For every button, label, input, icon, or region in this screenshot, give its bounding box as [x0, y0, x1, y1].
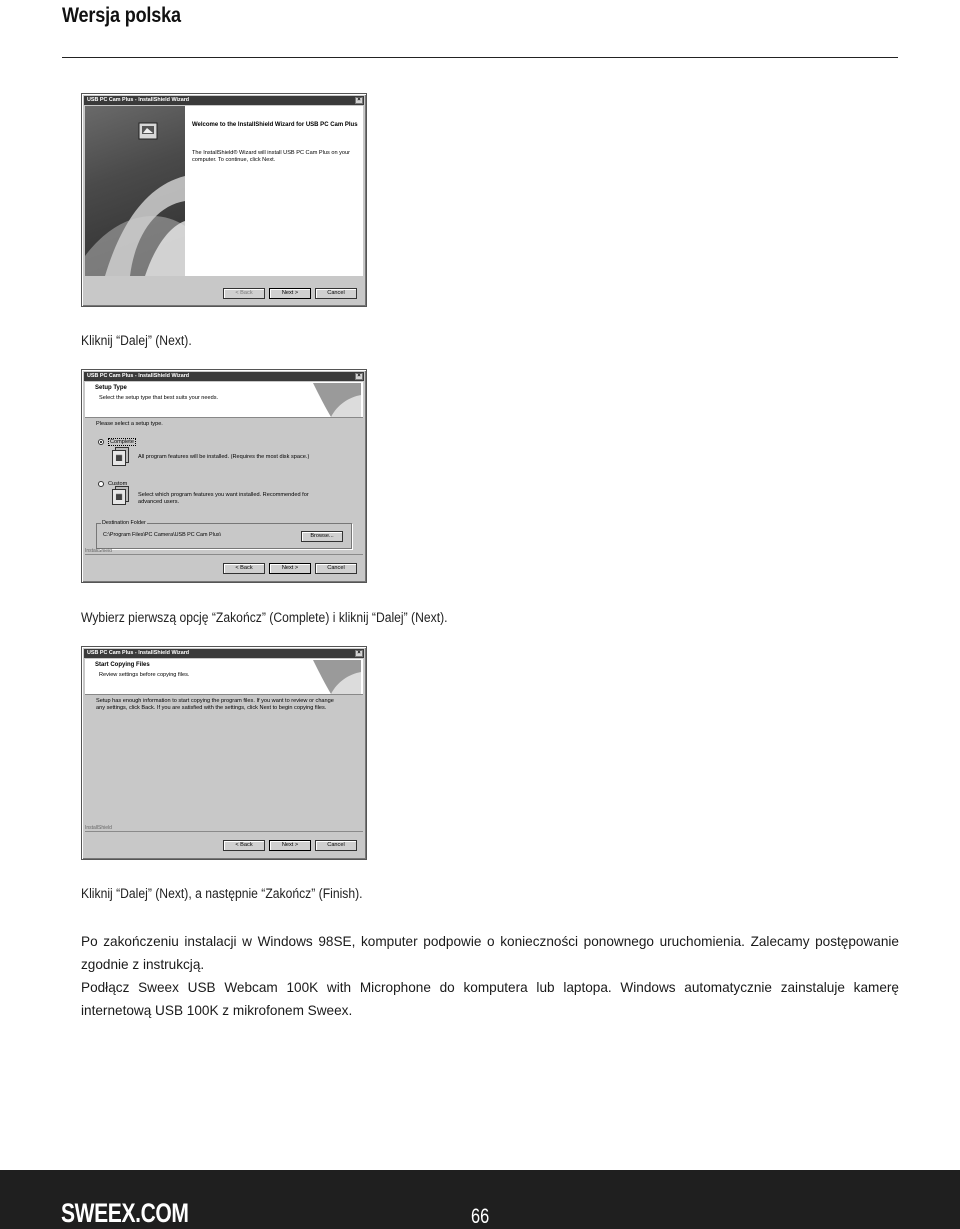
setup-prompt: Please select a setup type.: [96, 421, 163, 427]
cancel-button: Cancel: [315, 840, 357, 851]
destination-legend: Destination Folder: [102, 520, 146, 526]
custom-radio: [98, 481, 104, 487]
setup-type-dialog-screenshot: [81, 369, 367, 583]
destination-path: C:\Program Files\PC Camera\USB PC Cam Plus\: [103, 532, 222, 538]
welcome-dialog-screenshot: [81, 93, 367, 307]
instructions-paragraph: [81, 930, 899, 1022]
wizard-content-panel: [185, 106, 363, 276]
complete-description: All program features will be installed. (Requires the most disk space.): [138, 454, 310, 460]
cancel-button: Cancel: [315, 288, 357, 299]
custom-label: Custom: [108, 481, 128, 487]
header-divider: [62, 57, 898, 58]
dialog-header-band: [85, 382, 363, 418]
wizard-body-text: The InstallShield® Wizard will install USB PC Cam Plus on your computer. To continue, click Next.: [192, 150, 351, 163]
band-title: Setup Type: [95, 385, 127, 391]
footer-divider: [85, 554, 363, 555]
wizard-heading: Welcome to the InstallShield Wizard for USB PC Cam Plus: [192, 122, 358, 128]
caption-step-1: Kliknij “Dalej” (Next).: [81, 333, 192, 348]
start-copying-dialog-screenshot: [81, 646, 367, 860]
close-icon: ×: [355, 97, 363, 104]
footer-divider: [85, 831, 363, 832]
wizard-swoosh-graphic: [85, 106, 185, 276]
back-button: < Back: [223, 840, 265, 851]
dialog-header-band: [85, 659, 363, 695]
installshield-brand: InstallShield: [85, 825, 112, 831]
complete-label: Complete: [110, 439, 134, 445]
next-button: Next >: [269, 563, 311, 574]
caption-step-2: Wybierz pierwszą opcję “Zakończ” (Complete) i kliknij “Dalej” (Next).: [81, 610, 448, 625]
dialog-title: USB PC Cam Plus - InstallShield Wizard: [87, 97, 190, 103]
dialog-titlebar: [84, 96, 364, 105]
cancel-button: Cancel: [315, 563, 357, 574]
page-number: 66: [471, 1205, 490, 1228]
footer-brand: SWEEX.COM: [61, 1198, 189, 1228]
complete-setup-icon: ▦: [112, 450, 126, 466]
page-curl-icon: [305, 660, 361, 694]
band-title: Start Copying Files: [95, 662, 150, 668]
dialog-titlebar: [84, 372, 364, 381]
connect-webcam-note: Podłącz Sweex USB Webcam 100K with Microphone do komputera lub laptopa. Windows automatycznie zainstaluje kamerę internetową USB 100K z mikrofonem Sweex.: [81, 980, 899, 1018]
custom-setup-icon: ▦: [112, 489, 126, 505]
back-button: < Back: [223, 563, 265, 574]
dialog-title: USB PC Cam Plus - InstallShield Wizard: [87, 373, 190, 379]
page-header-title: Wersja polska: [62, 4, 181, 27]
band-subtitle: Select the setup type that best suits your needs.: [99, 395, 219, 401]
close-icon: ×: [355, 373, 363, 380]
dialog-titlebar: [84, 649, 364, 658]
next-button: Next >: [269, 840, 311, 851]
page-curl-icon: [305, 383, 361, 417]
next-button: Next >: [269, 288, 311, 299]
browse-button: Browse...: [301, 531, 343, 542]
back-button: < Back: [223, 288, 265, 299]
wizard-banner-image: [85, 106, 185, 276]
custom-description: Select which program features you want installed. Recommended for advanced users.: [138, 492, 309, 505]
restart-note: Po zakończeniu instalacji w Windows 98SE, komputer podpowie o konieczności ponownego uruchomienia. Zalecamy postępowanie zgodnie z instrukcją.: [81, 934, 899, 972]
dialog-title: USB PC Cam Plus - InstallShield Wizard: [87, 650, 190, 656]
band-subtitle: Review settings before copying files.: [99, 672, 190, 678]
close-icon: ×: [355, 650, 363, 657]
destination-folder-group: [96, 520, 352, 549]
complete-radio: [98, 439, 104, 445]
caption-step-3: Kliknij “Dalej” (Next), a następnie “Zakończ” (Finish).: [81, 886, 363, 901]
copy-info-text: Setup has enough information to start copying the program files. If you want to review or change any settings, click Back. If you are satisfied with the settings, click Next to begin copying files.: [96, 698, 334, 711]
installshield-brand: InstallShield: [85, 548, 112, 554]
